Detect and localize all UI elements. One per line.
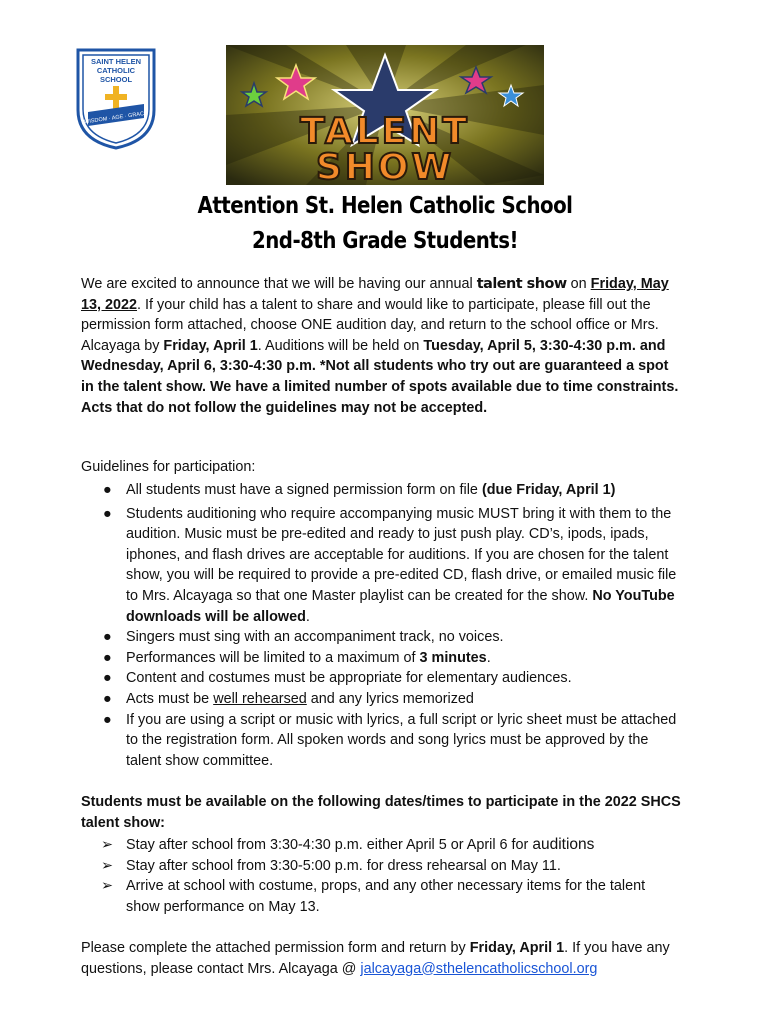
guideline-text: Singers must sing with an accompaniment track, no voices.	[126, 629, 504, 646]
closing-due-date: Friday, April 1	[469, 940, 565, 956]
list-item	[81, 856, 681, 877]
availability-text: Stay after school from 3:30-5:00 p.m. for dress rehearsal on May 11.	[126, 857, 561, 874]
intro-text-4: . Auditions will be held on	[257, 337, 424, 354]
guideline-bold: No YouTube downloads will be allowed	[126, 587, 675, 625]
guideline-text: All students must have a signed permission form on file	[126, 482, 482, 498]
school-logo	[76, 48, 156, 150]
intro-text-2: on	[566, 276, 591, 292]
guideline-text: Acts must be	[126, 690, 214, 707]
guideline-text: If you are using a script or music with lyrics, a full script or lyric sheet must be attached to the registration form. All spoken words and song lyrics must be approved by the talent show committee.	[126, 711, 677, 769]
list-item	[81, 835, 681, 856]
intro-talent-show: talent show	[476, 276, 567, 292]
bullet-icon: ●	[103, 670, 112, 687]
closing-text: Please complete the attached permission form and return by	[81, 940, 470, 956]
logo-line1: SAINT HELEN	[90, 57, 142, 66]
guideline-text: .	[305, 608, 310, 625]
availability-list	[81, 835, 681, 917]
page-title-line2: 2nd-8th Grade Students!	[251, 228, 519, 254]
arrow-bullet-icon: ➢	[101, 878, 114, 895]
closing-paragraph	[81, 938, 691, 979]
logo-line3: SCHOOL	[99, 75, 133, 84]
bullet-icon: ●	[103, 482, 112, 498]
guideline-underline: well rehearsed	[213, 690, 307, 707]
shield-crest-icon	[76, 48, 156, 150]
arrow-bullet-icon: ➢	[101, 857, 114, 874]
intro-auditions-info: Tuesday, April 5, 3:30-4:30 p.m. and Wednesday, April 6, 3:30-4:30 p.m. *Not all students who try out are guaranteed a spot in the talent show. We have a limited number of spots available due to time constraints. Acts that do not follow the guidelines may not be accepted.	[81, 337, 679, 416]
logo-motto: WISDOM · AGE · GRACE	[83, 110, 149, 126]
closing-text: . If you have any questions, please contact Mrs. Alcayaga @	[81, 940, 670, 977]
contact-email-link[interactable]: jalcayaga@sthelencatholicschool.org	[360, 960, 598, 977]
guideline-text: Content and costumes must be appropriate for elementary audiences.	[126, 670, 572, 687]
bullet-icon: ●	[103, 711, 112, 728]
availability-auditions-word: auditions	[532, 836, 595, 853]
banner-line1: TALENT	[300, 111, 470, 152]
guideline-text: .	[486, 649, 491, 666]
bullet-icon: ●	[103, 505, 112, 522]
talent-show-banner	[226, 45, 544, 185]
bullet-icon: ●	[103, 649, 112, 666]
guideline-text: Students auditioning who require accompanying music MUST bring it with them to the audition. Music must be pre-edited and ready to just push play. CD’s, ipods, ipads, iphones, and flash drives are acceptable for auditions. If you are chosen for the talent show, you will be required to provide a pre-edited CD, flash drive, or emailed music file to Mrs. Alcayaga so that one Master playlist can be created for the show.	[126, 505, 677, 604]
logo-line2: CATHOLIC	[96, 66, 136, 75]
guideline-text: Performances will be limited to a maximum of	[126, 649, 420, 666]
availability-text: Arrive at school with costume, props, and any other necessary items for the talent show performance on May 13.	[126, 878, 646, 915]
guidelines-list	[81, 480, 681, 771]
guideline-text: and any lyrics memorized	[306, 690, 474, 707]
list-item	[81, 480, 681, 501]
list-item	[81, 689, 681, 710]
guideline-bold: (due Friday, April 1)	[481, 482, 616, 498]
intro-text-3: . If your child has a talent to share and would like to participate, please fill out the permission form attached, choose ONE audition day, and return to the school office or Mrs. Alcayaga by	[81, 296, 659, 354]
arrow-bullet-icon: ➢	[101, 837, 114, 853]
intro-text-1: We are excited to announce that we will be having our annual	[81, 276, 477, 292]
availability-text: Stay after school from 3:30-4:30 p.m. either April 5 or April 6 for	[126, 837, 533, 853]
availability-title: Students must be available on the following dates/times to participate in the 2022 SHCS talent show:	[81, 794, 681, 831]
page-title-line1: Attention St. Helen Catholic School	[197, 193, 573, 219]
intro-due-date: Friday, April 1	[163, 337, 258, 354]
bullet-icon: ●	[103, 690, 112, 707]
list-item	[81, 876, 681, 917]
list-item	[81, 648, 681, 669]
list-item	[81, 504, 681, 628]
talent-show-graphic	[226, 45, 544, 185]
list-item	[81, 668, 681, 689]
intro-event-date: Friday, May 13, 2022	[81, 276, 669, 313]
list-item	[81, 710, 681, 772]
guideline-bold: 3 minutes	[419, 649, 487, 666]
list-item	[81, 627, 681, 648]
banner-line2: SHOW	[315, 147, 455, 185]
bullet-icon: ●	[103, 629, 112, 646]
intro-paragraph	[81, 274, 681, 418]
guidelines-title: Guidelines for participation:	[81, 459, 256, 475]
